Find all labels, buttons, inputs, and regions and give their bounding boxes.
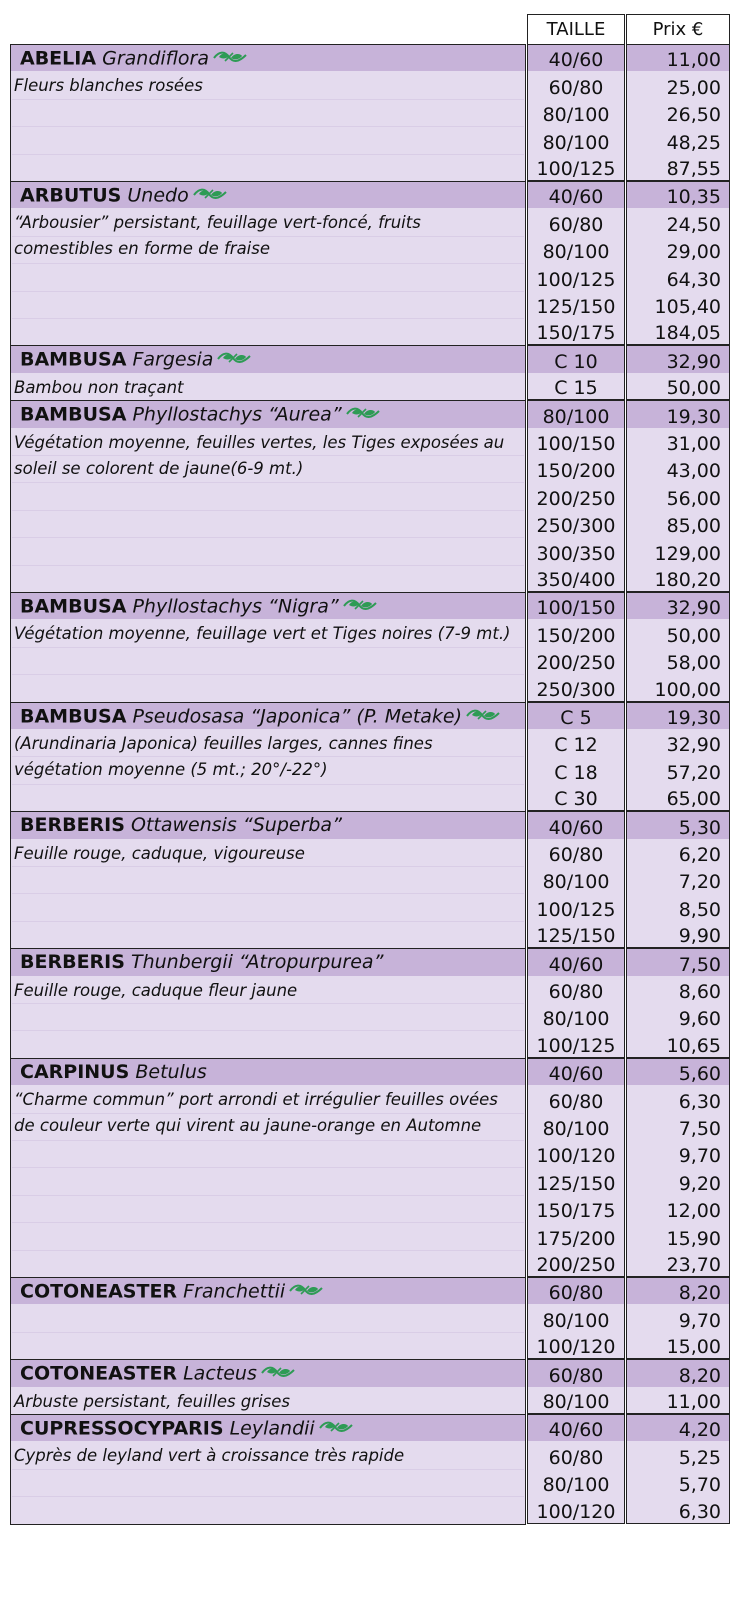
price-cell: 85,00 bbox=[626, 510, 730, 537]
size-cell: 200/250 bbox=[527, 647, 625, 674]
size-cell: 80/100 bbox=[527, 1003, 625, 1030]
price-cell: 15,00 bbox=[626, 1332, 730, 1359]
size-cell: 60/80 bbox=[527, 976, 625, 1003]
product-description: Feuille rouge, caduque, vigoureuse bbox=[14, 843, 305, 863]
price-cell: 180,20 bbox=[626, 565, 730, 592]
size-cell: 80/100 bbox=[527, 99, 625, 126]
size-cell: 40/60 bbox=[527, 44, 625, 71]
price-cell: 5,60 bbox=[626, 1058, 730, 1085]
row-separator bbox=[12, 154, 524, 155]
price-cell: 26,50 bbox=[626, 99, 730, 126]
product-genus: CUPRESSOCYPARIS bbox=[20, 1417, 224, 1440]
price-cell: 7,50 bbox=[626, 1113, 730, 1140]
evergreen-leaf-icon bbox=[343, 597, 377, 617]
size-cell: 60/80 bbox=[527, 1359, 625, 1386]
row-separator bbox=[12, 291, 524, 292]
price-cell: 100,00 bbox=[626, 674, 730, 701]
size-cell: 125/150 bbox=[527, 1167, 625, 1194]
size-cell: 175/200 bbox=[527, 1222, 625, 1249]
size-cell: 80/100 bbox=[527, 400, 625, 427]
size-cell: C 18 bbox=[527, 756, 625, 783]
price-cell: 9,70 bbox=[626, 1304, 730, 1331]
product-description: Feuille rouge, caduque fleur jaune bbox=[14, 980, 298, 1000]
price-cell: 50,00 bbox=[626, 619, 730, 646]
product-name bbox=[20, 953, 383, 972]
price-cell: 12,00 bbox=[626, 1195, 730, 1222]
product-description: Cyprès de leyland vert à croissance très rapide bbox=[14, 1446, 405, 1466]
size-cell: 100/120 bbox=[527, 1496, 625, 1523]
product-name bbox=[20, 1282, 323, 1302]
size-cell: 80/100 bbox=[527, 1387, 625, 1414]
size-cell: 200/250 bbox=[527, 1250, 625, 1277]
row-separator bbox=[12, 1496, 524, 1497]
product-description: “Arbousier” persistant, feuillage vert-foncé, fruits comestibles en forme de fraise bbox=[14, 213, 421, 259]
price-cell: 4,20 bbox=[626, 1414, 730, 1441]
row-separator bbox=[12, 1140, 524, 1141]
size-column-label: TAILLE bbox=[546, 19, 606, 40]
price-cell: 9,70 bbox=[626, 1140, 730, 1167]
row-separator bbox=[12, 1030, 524, 1031]
price-cell: 5,25 bbox=[626, 1441, 730, 1468]
row-separator bbox=[12, 510, 524, 511]
price-cell: 10,65 bbox=[626, 1030, 730, 1057]
product-name bbox=[20, 597, 377, 617]
price-cell: 87,55 bbox=[626, 154, 730, 181]
size-cell: C 15 bbox=[527, 373, 625, 400]
size-cell: 40/60 bbox=[527, 1058, 625, 1085]
price-cell: 24,50 bbox=[626, 208, 730, 235]
row-separator bbox=[12, 1167, 524, 1168]
row-separator bbox=[12, 1332, 524, 1333]
row-separator bbox=[12, 263, 524, 264]
size-cell: 150/200 bbox=[527, 619, 625, 646]
size-cell: 80/100 bbox=[527, 1304, 625, 1331]
product-name bbox=[20, 350, 251, 370]
price-cell: 9,60 bbox=[626, 1003, 730, 1030]
price-cell: 129,00 bbox=[626, 537, 730, 564]
price-cell: 58,00 bbox=[626, 647, 730, 674]
price-cell: 5,30 bbox=[626, 811, 730, 838]
price-cell: 7,20 bbox=[626, 866, 730, 893]
price-cell: 56,00 bbox=[626, 482, 730, 509]
size-cell: 100/125 bbox=[527, 154, 625, 181]
price-cell: 64,30 bbox=[626, 263, 730, 290]
size-cell: C 30 bbox=[527, 784, 625, 811]
product-species: Leylandii bbox=[229, 1417, 315, 1440]
price-cell: 8,20 bbox=[626, 1277, 730, 1304]
product-name bbox=[20, 405, 380, 425]
product-genus: BAMBUSA bbox=[20, 403, 127, 426]
size-cell: 150/200 bbox=[527, 455, 625, 482]
price-cell: 29,00 bbox=[626, 236, 730, 263]
row-separator bbox=[12, 784, 524, 785]
price-cell: 6,30 bbox=[626, 1085, 730, 1112]
evergreen-leaf-icon bbox=[466, 707, 500, 727]
size-cell: 250/300 bbox=[527, 510, 625, 537]
product-species: Thunbergii “Atropurpurea” bbox=[130, 951, 384, 974]
row-separator bbox=[12, 674, 524, 675]
size-cell: 60/80 bbox=[527, 1441, 625, 1468]
size-cell: 100/150 bbox=[527, 428, 625, 455]
evergreen-leaf-icon bbox=[261, 1364, 295, 1384]
row-separator bbox=[12, 1195, 524, 1196]
product-species: Phyllostachys “Nigra” bbox=[132, 595, 339, 618]
row-separator bbox=[12, 565, 524, 566]
size-cell: 80/100 bbox=[527, 126, 625, 153]
product-description: (Arundinaria Japonica) feuilles larges, cannes fines végétation moyenne (5 mt.; 20°/-22°) bbox=[14, 734, 433, 779]
size-cell: C 5 bbox=[527, 702, 625, 729]
product-genus: ABELIA bbox=[20, 47, 97, 70]
price-cell: 43,00 bbox=[626, 455, 730, 482]
size-cell: 125/150 bbox=[527, 921, 625, 948]
product-species: Pseudosasa “Japonica” (P. Metake) bbox=[132, 705, 463, 728]
size-cell: 150/175 bbox=[527, 318, 625, 345]
product-species: Phyllostachys “Aurea” bbox=[132, 403, 342, 426]
row-separator bbox=[12, 1222, 524, 1223]
price-column-header bbox=[626, 14, 730, 44]
row-separator bbox=[12, 1250, 524, 1251]
price-cell: 7,50 bbox=[626, 948, 730, 975]
price-cell: 9,90 bbox=[626, 921, 730, 948]
size-cell: 40/60 bbox=[527, 1414, 625, 1441]
price-cell: 9,20 bbox=[626, 1167, 730, 1194]
size-cell: 40/60 bbox=[527, 948, 625, 975]
price-cell: 11,00 bbox=[626, 44, 730, 71]
product-species: Franchettii bbox=[183, 1280, 286, 1303]
product-name bbox=[20, 707, 500, 727]
product-species: Lacteus bbox=[183, 1362, 257, 1385]
price-column-label: Prix € bbox=[652, 19, 704, 40]
size-cell: 80/100 bbox=[527, 236, 625, 263]
product-genus: CARPINUS bbox=[20, 1060, 130, 1083]
table-bottom-border bbox=[10, 1524, 526, 1525]
product-name bbox=[20, 816, 342, 835]
size-cell: 80/100 bbox=[527, 1113, 625, 1140]
price-cell: 15,90 bbox=[626, 1222, 730, 1249]
product-genus: ARBUTUS bbox=[20, 184, 122, 207]
size-cell: 80/100 bbox=[527, 866, 625, 893]
size-cell: 100/120 bbox=[527, 1140, 625, 1167]
price-cell: 8,50 bbox=[626, 893, 730, 920]
price-cell: 184,05 bbox=[626, 318, 730, 345]
size-cell: 80/100 bbox=[527, 1469, 625, 1496]
price-cell: 57,20 bbox=[626, 756, 730, 783]
size-cell: 60/80 bbox=[527, 839, 625, 866]
size-cell: 60/80 bbox=[527, 71, 625, 98]
price-cell: 25,00 bbox=[626, 71, 730, 98]
size-cell: 60/80 bbox=[527, 1085, 625, 1112]
price-cell: 31,00 bbox=[626, 428, 730, 455]
size-cell: 100/150 bbox=[527, 592, 625, 619]
size-cell: C 12 bbox=[527, 729, 625, 756]
size-cell: 100/125 bbox=[527, 263, 625, 290]
product-name bbox=[20, 1364, 295, 1384]
size-cell: 60/80 bbox=[527, 1277, 625, 1304]
product-description: Arbuste persistant, feuilles grises bbox=[14, 1391, 290, 1411]
product-description: Végétation moyenne, feuillage vert et Tiges noires (7-9 mt.) bbox=[14, 624, 511, 644]
price-cell: 48,25 bbox=[626, 126, 730, 153]
size-cell: 125/150 bbox=[527, 291, 625, 318]
product-genus: BAMBUSA bbox=[20, 595, 127, 618]
price-cell: 10,35 bbox=[626, 181, 730, 208]
size-cell: 60/80 bbox=[527, 208, 625, 235]
product-genus: COTONEASTER bbox=[20, 1362, 178, 1385]
size-cell: 100/125 bbox=[527, 893, 625, 920]
evergreen-leaf-icon bbox=[289, 1282, 323, 1302]
size-cell: 40/60 bbox=[527, 811, 625, 838]
price-cell: 11,00 bbox=[626, 1387, 730, 1414]
evergreen-leaf-icon bbox=[193, 186, 227, 206]
size-cell: 100/120 bbox=[527, 1332, 625, 1359]
size-cell: 40/60 bbox=[527, 181, 625, 208]
price-cell: 8,20 bbox=[626, 1359, 730, 1386]
product-genus: BAMBUSA bbox=[20, 705, 127, 728]
price-cell: 19,30 bbox=[626, 702, 730, 729]
size-cell: 150/175 bbox=[527, 1195, 625, 1222]
product-description: Bambou non traçant bbox=[14, 377, 184, 397]
price-cell: 105,40 bbox=[626, 291, 730, 318]
row-separator bbox=[12, 893, 524, 894]
size-cell: 350/400 bbox=[527, 565, 625, 592]
evergreen-leaf-icon bbox=[213, 49, 247, 69]
row-separator bbox=[12, 126, 524, 127]
product-description: Fleurs blanches rosées bbox=[14, 76, 203, 96]
evergreen-leaf-icon bbox=[346, 405, 380, 425]
product-description: “Charme commun” port arrondi et irrégulier feuilles ovées de couleur verte qui virent au jaune-orange en Automne bbox=[14, 1090, 498, 1136]
evergreen-leaf-icon bbox=[217, 350, 251, 370]
size-column-header bbox=[527, 14, 625, 44]
size-cell: 300/350 bbox=[527, 537, 625, 564]
price-cell: 32,90 bbox=[626, 592, 730, 619]
row-separator bbox=[12, 318, 524, 319]
price-cell: 32,90 bbox=[626, 345, 730, 372]
price-cell: 32,90 bbox=[626, 729, 730, 756]
price-cell: 23,70 bbox=[626, 1250, 730, 1277]
product-name bbox=[20, 1419, 353, 1439]
product-species: Betulus bbox=[135, 1060, 207, 1083]
price-cell: 50,00 bbox=[626, 373, 730, 400]
size-cell: C 10 bbox=[527, 345, 625, 372]
product-genus: BERBERIS bbox=[20, 951, 125, 974]
row-separator bbox=[12, 537, 524, 538]
product-species: Ottawensis “Superba” bbox=[130, 814, 342, 837]
product-name bbox=[20, 186, 227, 206]
price-cell: 6,30 bbox=[626, 1496, 730, 1523]
size-cell: 200/250 bbox=[527, 482, 625, 509]
product-species: Unedo bbox=[127, 184, 189, 207]
product-species: Fargesia bbox=[132, 348, 214, 371]
price-cell: 5,70 bbox=[626, 1469, 730, 1496]
size-cell: 250/300 bbox=[527, 674, 625, 701]
product-description: Végétation moyenne, feuilles vertes, les Tiges exposées au soleil se colorent de jaune(6-9 mt.) bbox=[14, 432, 505, 478]
price-cell: 6,20 bbox=[626, 839, 730, 866]
product-genus: COTONEASTER bbox=[20, 1280, 178, 1303]
row-separator bbox=[12, 921, 524, 922]
row-separator bbox=[12, 482, 524, 483]
product-genus: BERBERIS bbox=[20, 814, 125, 837]
price-cell: 65,00 bbox=[626, 784, 730, 811]
price-cell: 8,60 bbox=[626, 976, 730, 1003]
evergreen-leaf-icon bbox=[319, 1419, 353, 1439]
product-name bbox=[20, 49, 247, 69]
product-species: Grandiflora bbox=[102, 47, 210, 70]
product-genus: BAMBUSA bbox=[20, 348, 127, 371]
product-name bbox=[20, 1060, 207, 1083]
price-cell: 19,30 bbox=[626, 400, 730, 427]
size-cell: 100/125 bbox=[527, 1030, 625, 1057]
